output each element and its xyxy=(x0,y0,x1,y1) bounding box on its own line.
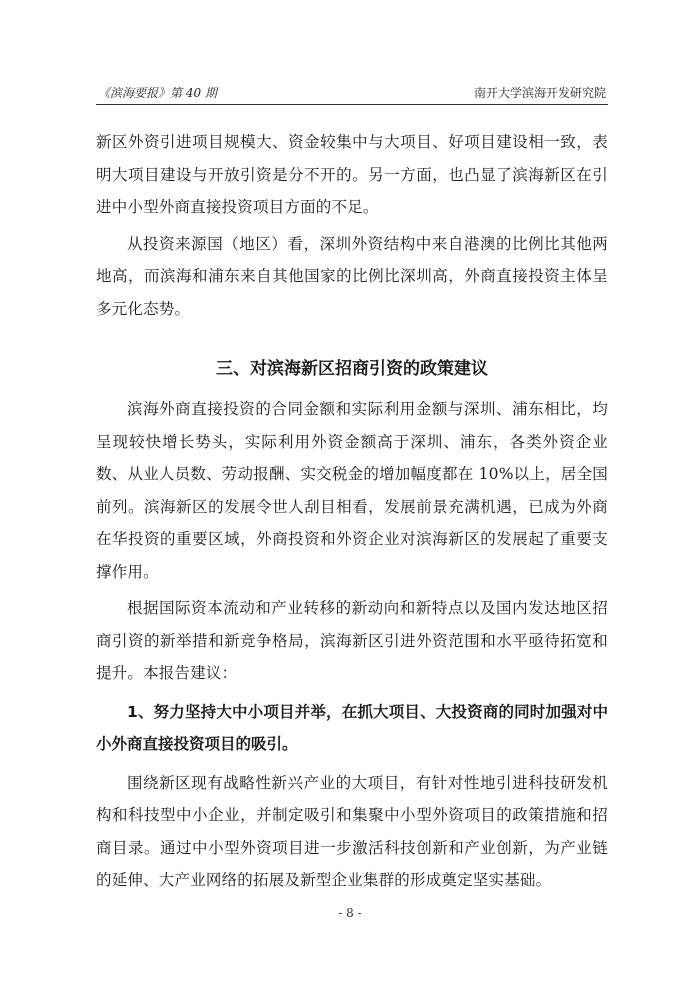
paragraph-4: 根据国际资本流动和产业转移的新动向和新特点以及国内发达地区招商引资的新举措和新竞争格局，滨海新区引进外资范围和水平亟待拓宽和提升。本报告建议： xyxy=(96,599,608,682)
paragraph-3: 滨海外商直接投资的合同金额和实际利用金额与深圳、浦东相比，均呈现较快增长势头，实际利用外资金额高于深圳、浦东，各类外资企业数、从业人员数、劳动报酬、实交税金的增加幅度都在 10%以上，居全国前列。滨海新区的发展令世人刮目相看，发展前景充满机遇，已成为外商在华投资的重要区域，外商投资和外资企业对滨海新区的发展起了重要支撑作用。 xyxy=(96,400,608,581)
publication-title: 《滨海要报》第 40 期 xyxy=(98,86,217,100)
institution-name: 南开大学滨海开发研究院 xyxy=(473,86,606,100)
section-title: 三、对滨海新区招商引资的政策建议 xyxy=(216,359,488,379)
paragraph-5: 围绕新区现有战略性新兴产业的大项目，有针对性地引进科技研发机构和科技型中小企业，并制定吸引和集聚中小型外资项目的政策措施和招商目录。通过中小型外资项目进一步激活科技创新和产业创新，为产业链的延伸、大产业网络的拓展及新型企业集群的形成奠定坚实基础。 xyxy=(96,773,608,889)
recommendation-1-heading: 1、努力坚持大中小项目并举，在抓大项目、大投资商的同时加强对中小外商直接投资项目的吸引。 xyxy=(96,702,608,753)
paragraph-1: 新区外资引进项目规模大、资金较集中与大项目、好项目建设相一致，表明大项目建设与开放引资是分不开的。另一方面，也凸显了滨海新区在引进中小型外商直接投资项目方面的不足。 xyxy=(96,133,608,216)
page-number: - 8 - xyxy=(338,906,362,920)
paragraph-2: 从投资来源国（地区）看，深圳外资结构中来自港澳的比例比其他两地高，而滨海和浦东来自其他国家的比例比深圳高，外商直接投资主体呈多元化态势。 xyxy=(96,234,608,318)
document-body xyxy=(96,126,608,897)
page-header xyxy=(96,82,608,105)
